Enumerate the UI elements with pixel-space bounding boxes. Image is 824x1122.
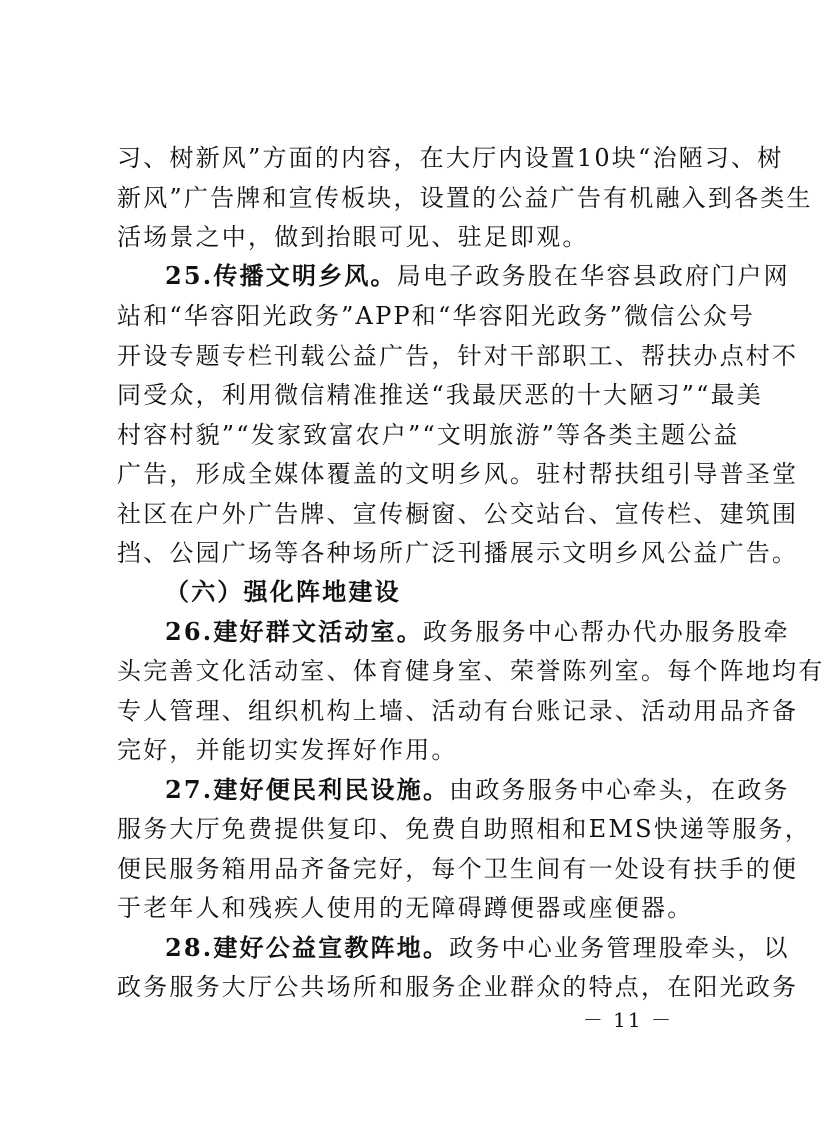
body-text-line: 习、树新风”方面的内容，在大厅内设置10块“治陋习、树 <box>117 144 784 172</box>
item-27-title: 27.建好便民利民设施。 <box>165 775 450 804</box>
body-text-line: 同受众，利用微信精准推送“我最厌恶的十大陋习”“最美 <box>117 381 764 409</box>
item-26-title: 26.建好群文活动室。 <box>165 617 423 646</box>
body-text-line: 活场景之中，做到抬眼可见、驻足即观。 <box>117 223 589 251</box>
body-text-line: 服务大厅免费提供复印、免费自助照相和EMS快递等服务， <box>117 815 811 843</box>
body-text-line: 政务服务大厅公共场所和服务企业群众的特点，在阳光政务 <box>117 973 799 1001</box>
item-27-text: 由政务服务中心牵头，在政务 <box>449 776 790 804</box>
body-text-line: 社区在户外广告牌、宣传橱窗、公交站台、宣传栏、建筑围 <box>117 500 799 528</box>
body-text-line: 新风”广告牌和宣传板块，设置的公益广告有机融入到各类生 <box>117 184 813 212</box>
body-text-line: 于老年人和残疾人使用的无障碍蹲便器或座便器。 <box>117 894 694 922</box>
page-number: － 11 － <box>582 1008 673 1032</box>
body-text-line: 站和“华容阳光政务”APP和“华容阳光政务”微信公众号 <box>117 302 756 330</box>
item-28-title: 28.建好公益宣教阵地。 <box>165 933 450 962</box>
section-heading: （六）强化阵地建设 <box>165 578 401 606</box>
body-text-line: 头完善文化活动室、体育健身室、荣誉陈列室。每个阵地均有 <box>117 657 824 685</box>
item-25-first-line <box>165 258 790 294</box>
item-26-first-line <box>165 614 790 650</box>
item-28-first-line <box>165 930 790 966</box>
body-text-line: 便民服务箱用品齐备完好，每个卫生间有一处设有扶手的便 <box>117 855 799 883</box>
body-text-line: 村容村貌”“发家致富农户”“文明旅游”等各类主题公益 <box>117 421 740 449</box>
item-25-title: 25.传播文明乡风。 <box>165 261 397 290</box>
body-text-line: 广告，形成全媒体覆盖的文明乡风。驻村帮扶组引导普圣堂 <box>117 460 799 488</box>
body-text-line: 挡、公园广场等各种场所广泛刊播展示文明乡风公益广告。 <box>117 539 799 567</box>
body-text-line: 开设专题专栏刊载公益广告，针对干部职工、帮扶办点村不 <box>117 342 799 370</box>
body-text-line: 专人管理、组织机构上墙、活动有台账记录、活动用品齐备 <box>117 697 799 725</box>
item-26-text: 政务服务中心帮办代办服务股牵 <box>422 618 790 646</box>
body-text-line: 完好，并能切实发挥好作用。 <box>117 736 458 764</box>
item-25-text: 局电子政务股在华容县政府门户网 <box>396 262 790 290</box>
item-28-text: 政务中心业务管理股牵头，以 <box>449 934 790 962</box>
item-27-first-line <box>165 772 790 808</box>
